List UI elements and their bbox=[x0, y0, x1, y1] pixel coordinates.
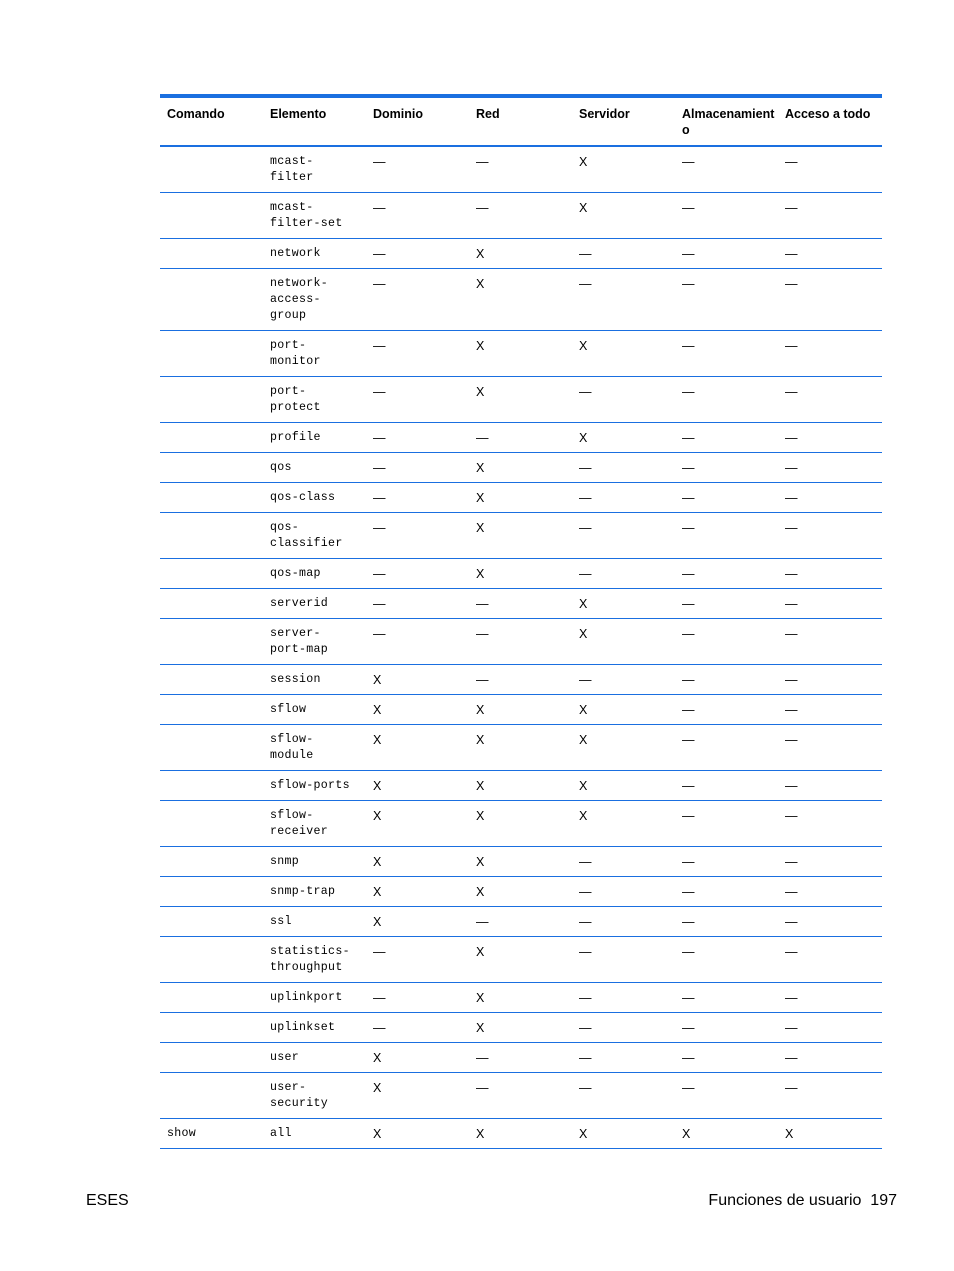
element-cell: qos-map bbox=[270, 567, 321, 580]
network-cell: — bbox=[476, 155, 489, 169]
server-cell: — bbox=[579, 491, 592, 505]
domain-cell: X bbox=[373, 1051, 382, 1065]
element-cell: mcast- filter bbox=[270, 155, 314, 184]
table-row bbox=[160, 937, 882, 983]
server-cell: — bbox=[579, 673, 592, 687]
command-cell bbox=[160, 146, 263, 193]
server-cell: X bbox=[579, 597, 588, 611]
server-cell: X bbox=[579, 1127, 588, 1141]
network-cell: X bbox=[476, 779, 485, 793]
storage-cell: — bbox=[682, 855, 695, 869]
element-cell: session bbox=[270, 673, 321, 686]
storage-cell: — bbox=[682, 885, 695, 899]
column-header: Acceso a todo bbox=[785, 107, 871, 121]
domain-cell: — bbox=[373, 1021, 386, 1035]
network-cell: — bbox=[476, 673, 489, 687]
element-cell: qos- classifier bbox=[270, 521, 343, 550]
storage-cell: — bbox=[682, 201, 695, 215]
table-row bbox=[160, 377, 882, 423]
server-cell: — bbox=[579, 991, 592, 1005]
domain-cell: — bbox=[373, 339, 386, 353]
server-cell: — bbox=[579, 521, 592, 535]
server-cell: X bbox=[579, 155, 588, 169]
storage-cell: — bbox=[682, 155, 695, 169]
column-header: Dominio bbox=[373, 107, 423, 121]
server-cell: — bbox=[579, 567, 592, 581]
storage-cell: — bbox=[682, 247, 695, 261]
storage-cell: — bbox=[682, 991, 695, 1005]
full-access-cell: — bbox=[785, 597, 798, 611]
table-row bbox=[160, 695, 882, 725]
command-cell bbox=[160, 877, 263, 907]
full-access-cell: — bbox=[785, 627, 798, 641]
storage-cell: — bbox=[682, 915, 695, 929]
table-row bbox=[160, 619, 882, 665]
storage-cell: X bbox=[682, 1127, 691, 1141]
element-cell: user bbox=[270, 1051, 300, 1064]
command-cell bbox=[160, 1073, 263, 1119]
storage-cell: — bbox=[682, 703, 695, 717]
table-row bbox=[160, 771, 882, 801]
full-access-cell: — bbox=[785, 201, 798, 215]
network-cell: X bbox=[476, 1021, 485, 1035]
table-row bbox=[160, 1119, 882, 1149]
element-cell: all bbox=[270, 1127, 292, 1140]
table-row bbox=[160, 423, 882, 453]
full-access-cell: — bbox=[785, 1081, 798, 1095]
domain-cell: — bbox=[373, 385, 386, 399]
footer-page-info bbox=[708, 1192, 897, 1210]
table-row bbox=[160, 589, 882, 619]
command-cell: show bbox=[167, 1127, 197, 1140]
network-cell: X bbox=[476, 945, 485, 959]
table-row bbox=[160, 877, 882, 907]
domain-cell: X bbox=[373, 1127, 382, 1141]
full-access-cell: — bbox=[785, 1051, 798, 1065]
domain-cell: X bbox=[373, 779, 382, 793]
network-cell: X bbox=[476, 491, 485, 505]
element-cell: server- port-map bbox=[270, 627, 329, 656]
element-cell: user- security bbox=[270, 1081, 329, 1110]
storage-cell: — bbox=[682, 945, 695, 959]
storage-cell: — bbox=[682, 385, 695, 399]
storage-cell: — bbox=[682, 431, 695, 445]
command-cell bbox=[160, 453, 263, 483]
command-cell bbox=[160, 423, 263, 453]
command-cell bbox=[160, 937, 263, 983]
network-cell: X bbox=[476, 733, 485, 747]
element-cell: sflow- module bbox=[270, 733, 314, 762]
domain-cell: X bbox=[373, 703, 382, 717]
domain-cell: — bbox=[373, 277, 386, 291]
table-row bbox=[160, 239, 882, 269]
command-cell bbox=[160, 1043, 263, 1073]
network-cell: — bbox=[476, 627, 489, 641]
table-row bbox=[160, 907, 882, 937]
table-row bbox=[160, 801, 882, 847]
full-access-cell: — bbox=[785, 809, 798, 823]
table-row bbox=[160, 983, 882, 1013]
domain-cell: — bbox=[373, 247, 386, 261]
server-cell: — bbox=[579, 247, 592, 261]
network-cell: X bbox=[476, 521, 485, 535]
storage-cell: — bbox=[682, 809, 695, 823]
domain-cell: — bbox=[373, 521, 386, 535]
server-cell: — bbox=[579, 885, 592, 899]
network-cell: X bbox=[476, 339, 485, 353]
full-access-cell: — bbox=[785, 461, 798, 475]
network-cell: X bbox=[476, 385, 485, 399]
network-cell: X bbox=[476, 277, 485, 291]
element-cell: ssl bbox=[270, 915, 292, 928]
domain-cell: X bbox=[373, 855, 382, 869]
footer-section-title: Funciones de usuario bbox=[708, 1192, 862, 1209]
server-cell: — bbox=[579, 1081, 592, 1095]
domain-cell: — bbox=[373, 461, 386, 475]
network-cell: — bbox=[476, 431, 489, 445]
domain-cell: — bbox=[373, 945, 386, 959]
command-cell bbox=[160, 239, 263, 269]
storage-cell: — bbox=[682, 673, 695, 687]
server-cell: — bbox=[579, 945, 592, 959]
storage-cell: — bbox=[682, 1051, 695, 1065]
storage-cell: — bbox=[682, 277, 695, 291]
command-cell bbox=[160, 331, 263, 377]
command-cell bbox=[160, 513, 263, 559]
storage-cell: — bbox=[682, 1021, 695, 1035]
full-access-cell: — bbox=[785, 339, 798, 353]
permissions-table bbox=[160, 98, 882, 1149]
full-access-cell: — bbox=[785, 491, 798, 505]
full-access-cell: — bbox=[785, 385, 798, 399]
table-body bbox=[160, 146, 882, 1149]
table-row bbox=[160, 725, 882, 771]
domain-cell: X bbox=[373, 673, 382, 687]
domain-cell: — bbox=[373, 597, 386, 611]
server-cell: — bbox=[579, 461, 592, 475]
command-cell bbox=[160, 483, 263, 513]
network-cell: X bbox=[476, 247, 485, 261]
element-cell: port- monitor bbox=[270, 339, 321, 368]
full-access-cell: — bbox=[785, 991, 798, 1005]
column-header: Servidor bbox=[579, 107, 630, 121]
command-cell bbox=[160, 907, 263, 937]
storage-cell: — bbox=[682, 627, 695, 641]
command-cell bbox=[160, 619, 263, 665]
table-row bbox=[160, 513, 882, 559]
storage-cell: — bbox=[682, 521, 695, 535]
element-cell: port- protect bbox=[270, 385, 321, 414]
server-cell: X bbox=[579, 733, 588, 747]
table-row bbox=[160, 1043, 882, 1073]
full-access-cell: — bbox=[785, 521, 798, 535]
element-cell: network- access- group bbox=[270, 277, 329, 322]
storage-cell: — bbox=[682, 461, 695, 475]
element-cell: sflow-ports bbox=[270, 779, 350, 792]
server-cell: — bbox=[579, 1021, 592, 1035]
domain-cell: — bbox=[373, 627, 386, 641]
table-row bbox=[160, 193, 882, 239]
full-access-cell: — bbox=[785, 703, 798, 717]
server-cell: — bbox=[579, 277, 592, 291]
network-cell: — bbox=[476, 1081, 489, 1095]
full-access-cell: X bbox=[785, 1127, 794, 1141]
full-access-cell: — bbox=[785, 247, 798, 261]
network-cell: X bbox=[476, 461, 485, 475]
table-row bbox=[160, 146, 882, 193]
server-cell: X bbox=[579, 703, 588, 717]
command-cell bbox=[160, 665, 263, 695]
server-cell: X bbox=[579, 201, 588, 215]
table-row bbox=[160, 559, 882, 589]
command-cell bbox=[160, 983, 263, 1013]
domain-cell: — bbox=[373, 491, 386, 505]
full-access-cell: — bbox=[785, 945, 798, 959]
element-cell: network bbox=[270, 247, 321, 260]
full-access-cell: — bbox=[785, 779, 798, 793]
table-row bbox=[160, 1073, 882, 1119]
server-cell: — bbox=[579, 1051, 592, 1065]
domain-cell: X bbox=[373, 915, 382, 929]
server-cell: X bbox=[579, 627, 588, 641]
command-cell bbox=[160, 801, 263, 847]
table-row bbox=[160, 1013, 882, 1043]
network-cell: X bbox=[476, 885, 485, 899]
network-cell: X bbox=[476, 855, 485, 869]
element-cell: uplinkport bbox=[270, 991, 343, 1004]
network-cell: — bbox=[476, 597, 489, 611]
storage-cell: — bbox=[682, 491, 695, 505]
domain-cell: X bbox=[373, 733, 382, 747]
full-access-cell: — bbox=[785, 673, 798, 687]
full-access-cell: — bbox=[785, 431, 798, 445]
table-header bbox=[160, 98, 882, 146]
domain-cell: — bbox=[373, 155, 386, 169]
element-cell: statistics- throughput bbox=[270, 945, 350, 974]
table-row bbox=[160, 665, 882, 695]
storage-cell: — bbox=[682, 1081, 695, 1095]
command-cell bbox=[160, 589, 263, 619]
server-cell: X bbox=[579, 431, 588, 445]
full-access-cell: — bbox=[785, 1021, 798, 1035]
storage-cell: — bbox=[682, 339, 695, 353]
command-cell bbox=[160, 559, 263, 589]
element-cell: qos bbox=[270, 461, 292, 474]
command-cell bbox=[160, 847, 263, 877]
full-access-cell: — bbox=[785, 733, 798, 747]
full-access-cell: — bbox=[785, 155, 798, 169]
element-cell: mcast- filter-set bbox=[270, 201, 343, 230]
network-cell: X bbox=[476, 809, 485, 823]
header-row bbox=[160, 98, 882, 146]
domain-cell: X bbox=[373, 1081, 382, 1095]
domain-cell: — bbox=[373, 201, 386, 215]
command-cell bbox=[160, 1013, 263, 1043]
table-row bbox=[160, 331, 882, 377]
network-cell: X bbox=[476, 1127, 485, 1141]
full-access-cell: — bbox=[785, 915, 798, 929]
full-access-cell: — bbox=[785, 885, 798, 899]
domain-cell: — bbox=[373, 567, 386, 581]
table-row bbox=[160, 847, 882, 877]
command-cell bbox=[160, 269, 263, 331]
element-cell: serverid bbox=[270, 597, 329, 610]
command-cell bbox=[160, 725, 263, 771]
network-cell: X bbox=[476, 991, 485, 1005]
element-cell: profile bbox=[270, 431, 321, 444]
domain-cell: — bbox=[373, 991, 386, 1005]
server-cell: — bbox=[579, 915, 592, 929]
element-cell: snmp bbox=[270, 855, 300, 868]
element-cell: sflow bbox=[270, 703, 307, 716]
server-cell: X bbox=[579, 779, 588, 793]
element-cell: sflow- receiver bbox=[270, 809, 329, 838]
table-row bbox=[160, 269, 882, 331]
column-header: Red bbox=[476, 107, 500, 121]
network-cell: X bbox=[476, 567, 485, 581]
storage-cell: — bbox=[682, 597, 695, 611]
table-row bbox=[160, 453, 882, 483]
element-cell: uplinkset bbox=[270, 1021, 336, 1034]
permissions-table-container bbox=[160, 94, 882, 1149]
command-cell bbox=[160, 377, 263, 423]
network-cell: — bbox=[476, 201, 489, 215]
command-cell bbox=[160, 771, 263, 801]
storage-cell: — bbox=[682, 779, 695, 793]
domain-cell: X bbox=[373, 885, 382, 899]
server-cell: X bbox=[579, 809, 588, 823]
full-access-cell: — bbox=[785, 855, 798, 869]
footer-locale: ESES bbox=[86, 1192, 129, 1209]
storage-cell: — bbox=[682, 733, 695, 747]
server-cell: — bbox=[579, 385, 592, 399]
command-cell bbox=[160, 695, 263, 725]
footer-page-number: 197 bbox=[870, 1192, 897, 1209]
full-access-cell: — bbox=[785, 567, 798, 581]
command-cell bbox=[160, 193, 263, 239]
full-access-cell: — bbox=[785, 277, 798, 291]
column-header: Elemento bbox=[270, 107, 327, 121]
column-header: Almacenamient o bbox=[682, 107, 775, 137]
element-cell: snmp-trap bbox=[270, 885, 336, 898]
element-cell: qos-class bbox=[270, 491, 336, 504]
server-cell: — bbox=[579, 855, 592, 869]
column-header: Comando bbox=[167, 107, 225, 121]
network-cell: X bbox=[476, 703, 485, 717]
storage-cell: — bbox=[682, 567, 695, 581]
domain-cell: X bbox=[373, 809, 382, 823]
network-cell: — bbox=[476, 1051, 489, 1065]
domain-cell: — bbox=[373, 431, 386, 445]
network-cell: — bbox=[476, 915, 489, 929]
server-cell: X bbox=[579, 339, 588, 353]
table-row bbox=[160, 483, 882, 513]
